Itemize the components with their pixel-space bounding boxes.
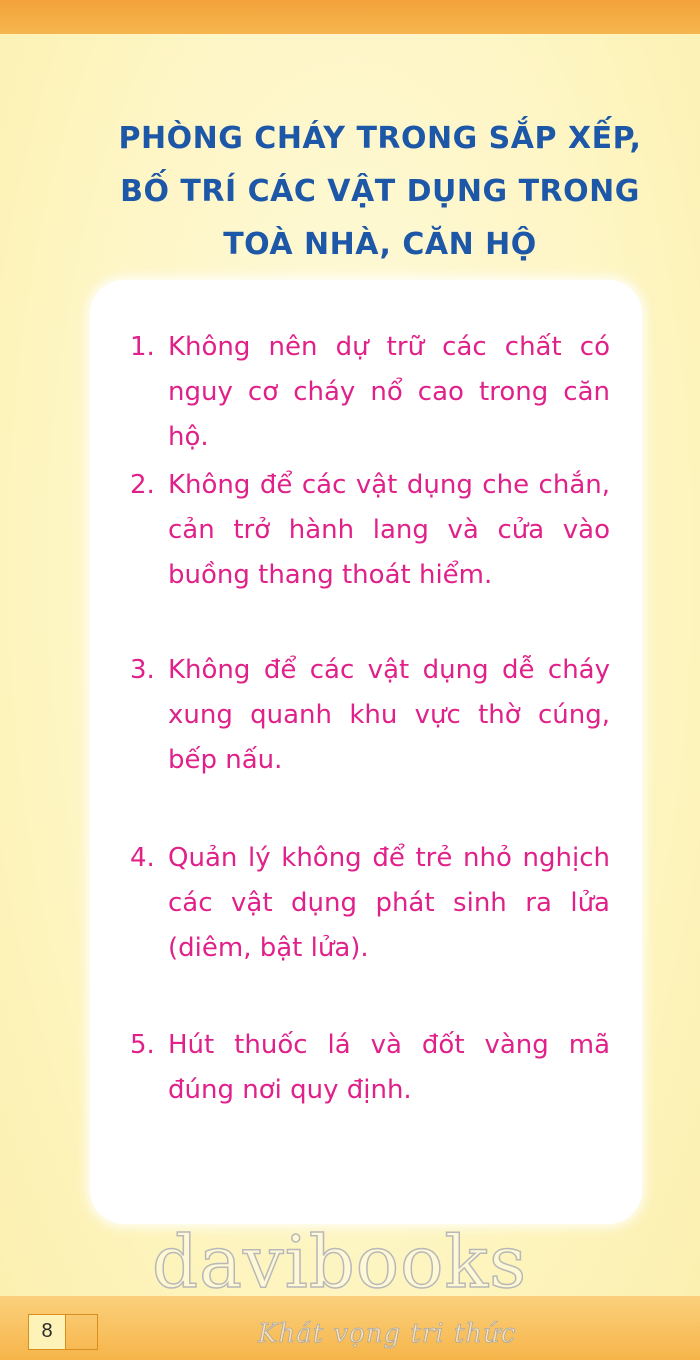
list-item xyxy=(130,648,610,783)
list-item xyxy=(130,325,610,460)
list-item-text: Không để các vật dụng che chắn, cản trở hành lang và cửa vào buồng thang thoát hiểm. xyxy=(168,470,610,590)
list-item xyxy=(130,463,610,598)
page-title xyxy=(80,112,680,271)
watermark-tagline: Khát vọng tri thức xyxy=(258,1319,517,1349)
title-line-3: TOÀ NHÀ, CĂN HỘ xyxy=(223,227,537,262)
page-number-tab xyxy=(66,1314,98,1350)
title-line-2: BỐ TRÍ CÁC VẬT DỤNG TRONG xyxy=(120,174,640,209)
title-line-1: PHÒNG CHÁY TRONG SẮP XẾP, xyxy=(118,121,642,156)
list-item-number: 3. xyxy=(130,655,155,685)
list-item-number: 2. xyxy=(130,470,155,500)
page-number: 8 xyxy=(28,1314,66,1350)
list-item-text: Quản lý không để trẻ nhỏ nghịch các vật dụng phát sinh ra lửa (diêm, bật lửa). xyxy=(168,843,610,963)
list-item-text: Không để các vật dụng dễ cháy xung quanh khu vực thờ cúng, bếp nấu. xyxy=(168,655,610,775)
list-item-text: Không nên dự trữ các chất có nguy cơ cháy nổ cao trong căn hộ. xyxy=(168,332,610,452)
list-item-number: 5. xyxy=(130,1030,155,1060)
watermark-logo: davibooks xyxy=(152,1220,528,1304)
list-item xyxy=(130,1023,610,1113)
list-item xyxy=(130,836,610,971)
top-color-band xyxy=(0,0,700,34)
list-item-text: Hút thuốc lá và đốt vàng mã đúng nơi quy định. xyxy=(168,1030,610,1105)
list-item-number: 4. xyxy=(130,843,155,873)
list-item-number: 1. xyxy=(130,332,155,362)
